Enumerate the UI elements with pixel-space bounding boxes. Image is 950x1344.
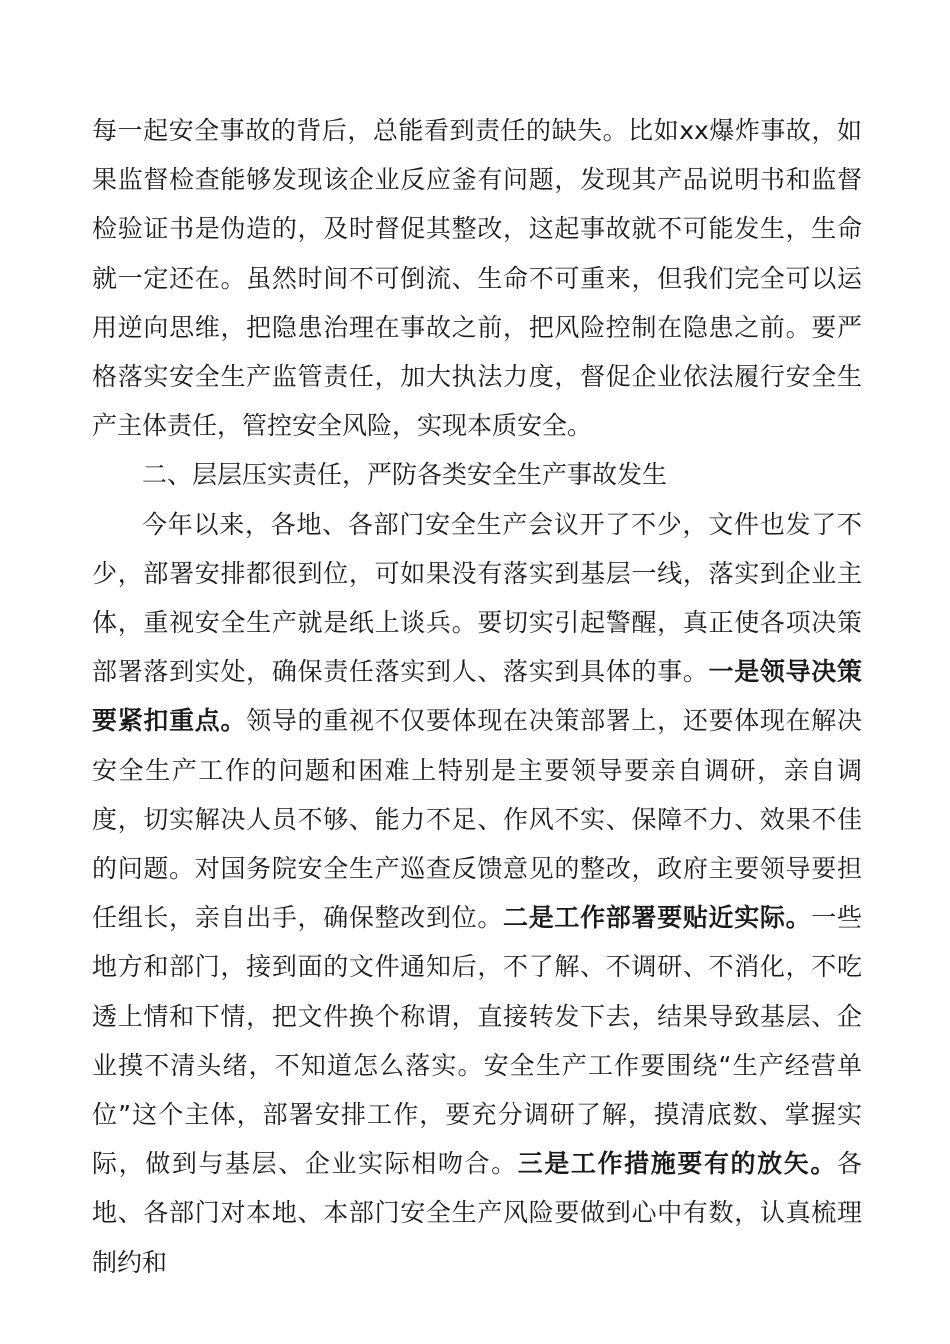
paragraph-2-text-c: 一些地方和部门，接到面的文件通知后，不了解、不调研、不消化，不吃透上情和下情，把文件换个称谓，直接转发下去，结果导致基层、企业摸不清头绪，不知道怎么落实。安全生产工作要围绕“生产经营单位”这个主体，部署安排工作，要充分调研了解，摸清底数、掌握实际，做到与基层、企业实际相吻合。 [92, 903, 862, 1179]
section-heading-2: 二、层层压实责任，严防各类安全生产事故发生 [142, 460, 668, 490]
point-two-heading: 二是工作部署要贴近实际。 [503, 903, 812, 933]
paragraph-2-text-b: 领导的重视不仅要体现在决策部署上，还要体现在解决安全生产工作的问题和困难上特别是主要领导要亲自调研，亲自调度，切实解决人员不够、能力不足、作风不实、保障不力、效果不佳的问题。对国务院安全生产巡查反馈意见的整改，政府主要领导要担任组长，亲自出手，确保整改到位。 [92, 706, 862, 933]
point-three-heading: 三是工作措施要有的放矢。 [517, 1149, 837, 1179]
paragraph-2-text-d: 各地、各部门对本地、本部门安全生产风险要做到心中有数，认真梳理制约和 [92, 1149, 862, 1277]
document-body [92, 106, 862, 1287]
paragraph-2 [92, 500, 862, 1287]
paragraph-1: 每一起安全事故的背后，总能看到责任的缺失。比如xx爆炸事故，如果监督检查能够发现该企业反应釜有问题，发现其产品说明书和监督检验证书是伪造的，及时督促其整改，这起事故就不可能发生，生命就一定还在。虽然时间不可倒流、生命不可重来，但我们完全可以运用逆向思维，把隐患治理在事故之前，把风险控制在隐患之前。要严格落实安全生产监管责任，加大执法力度，督促企业依法履行安全生产主体责任，管控安全风险，实现本质安全。 [92, 116, 862, 441]
paragraph-2-text-a: 今年以来，各地、各部门安全生产会议开了不少，文件也发了不少，部署安排都很到位，可如果没有落实到基层一线，落实到企业主体，重视安全生产就是纸上谈兵。要切实引起警醒，真正使各项决策部署落到实处，确保责任落实到人、落实到具体的事。 [92, 509, 862, 687]
point-one-heading: 一是领导决策要紧扣重点。 [92, 657, 862, 736]
